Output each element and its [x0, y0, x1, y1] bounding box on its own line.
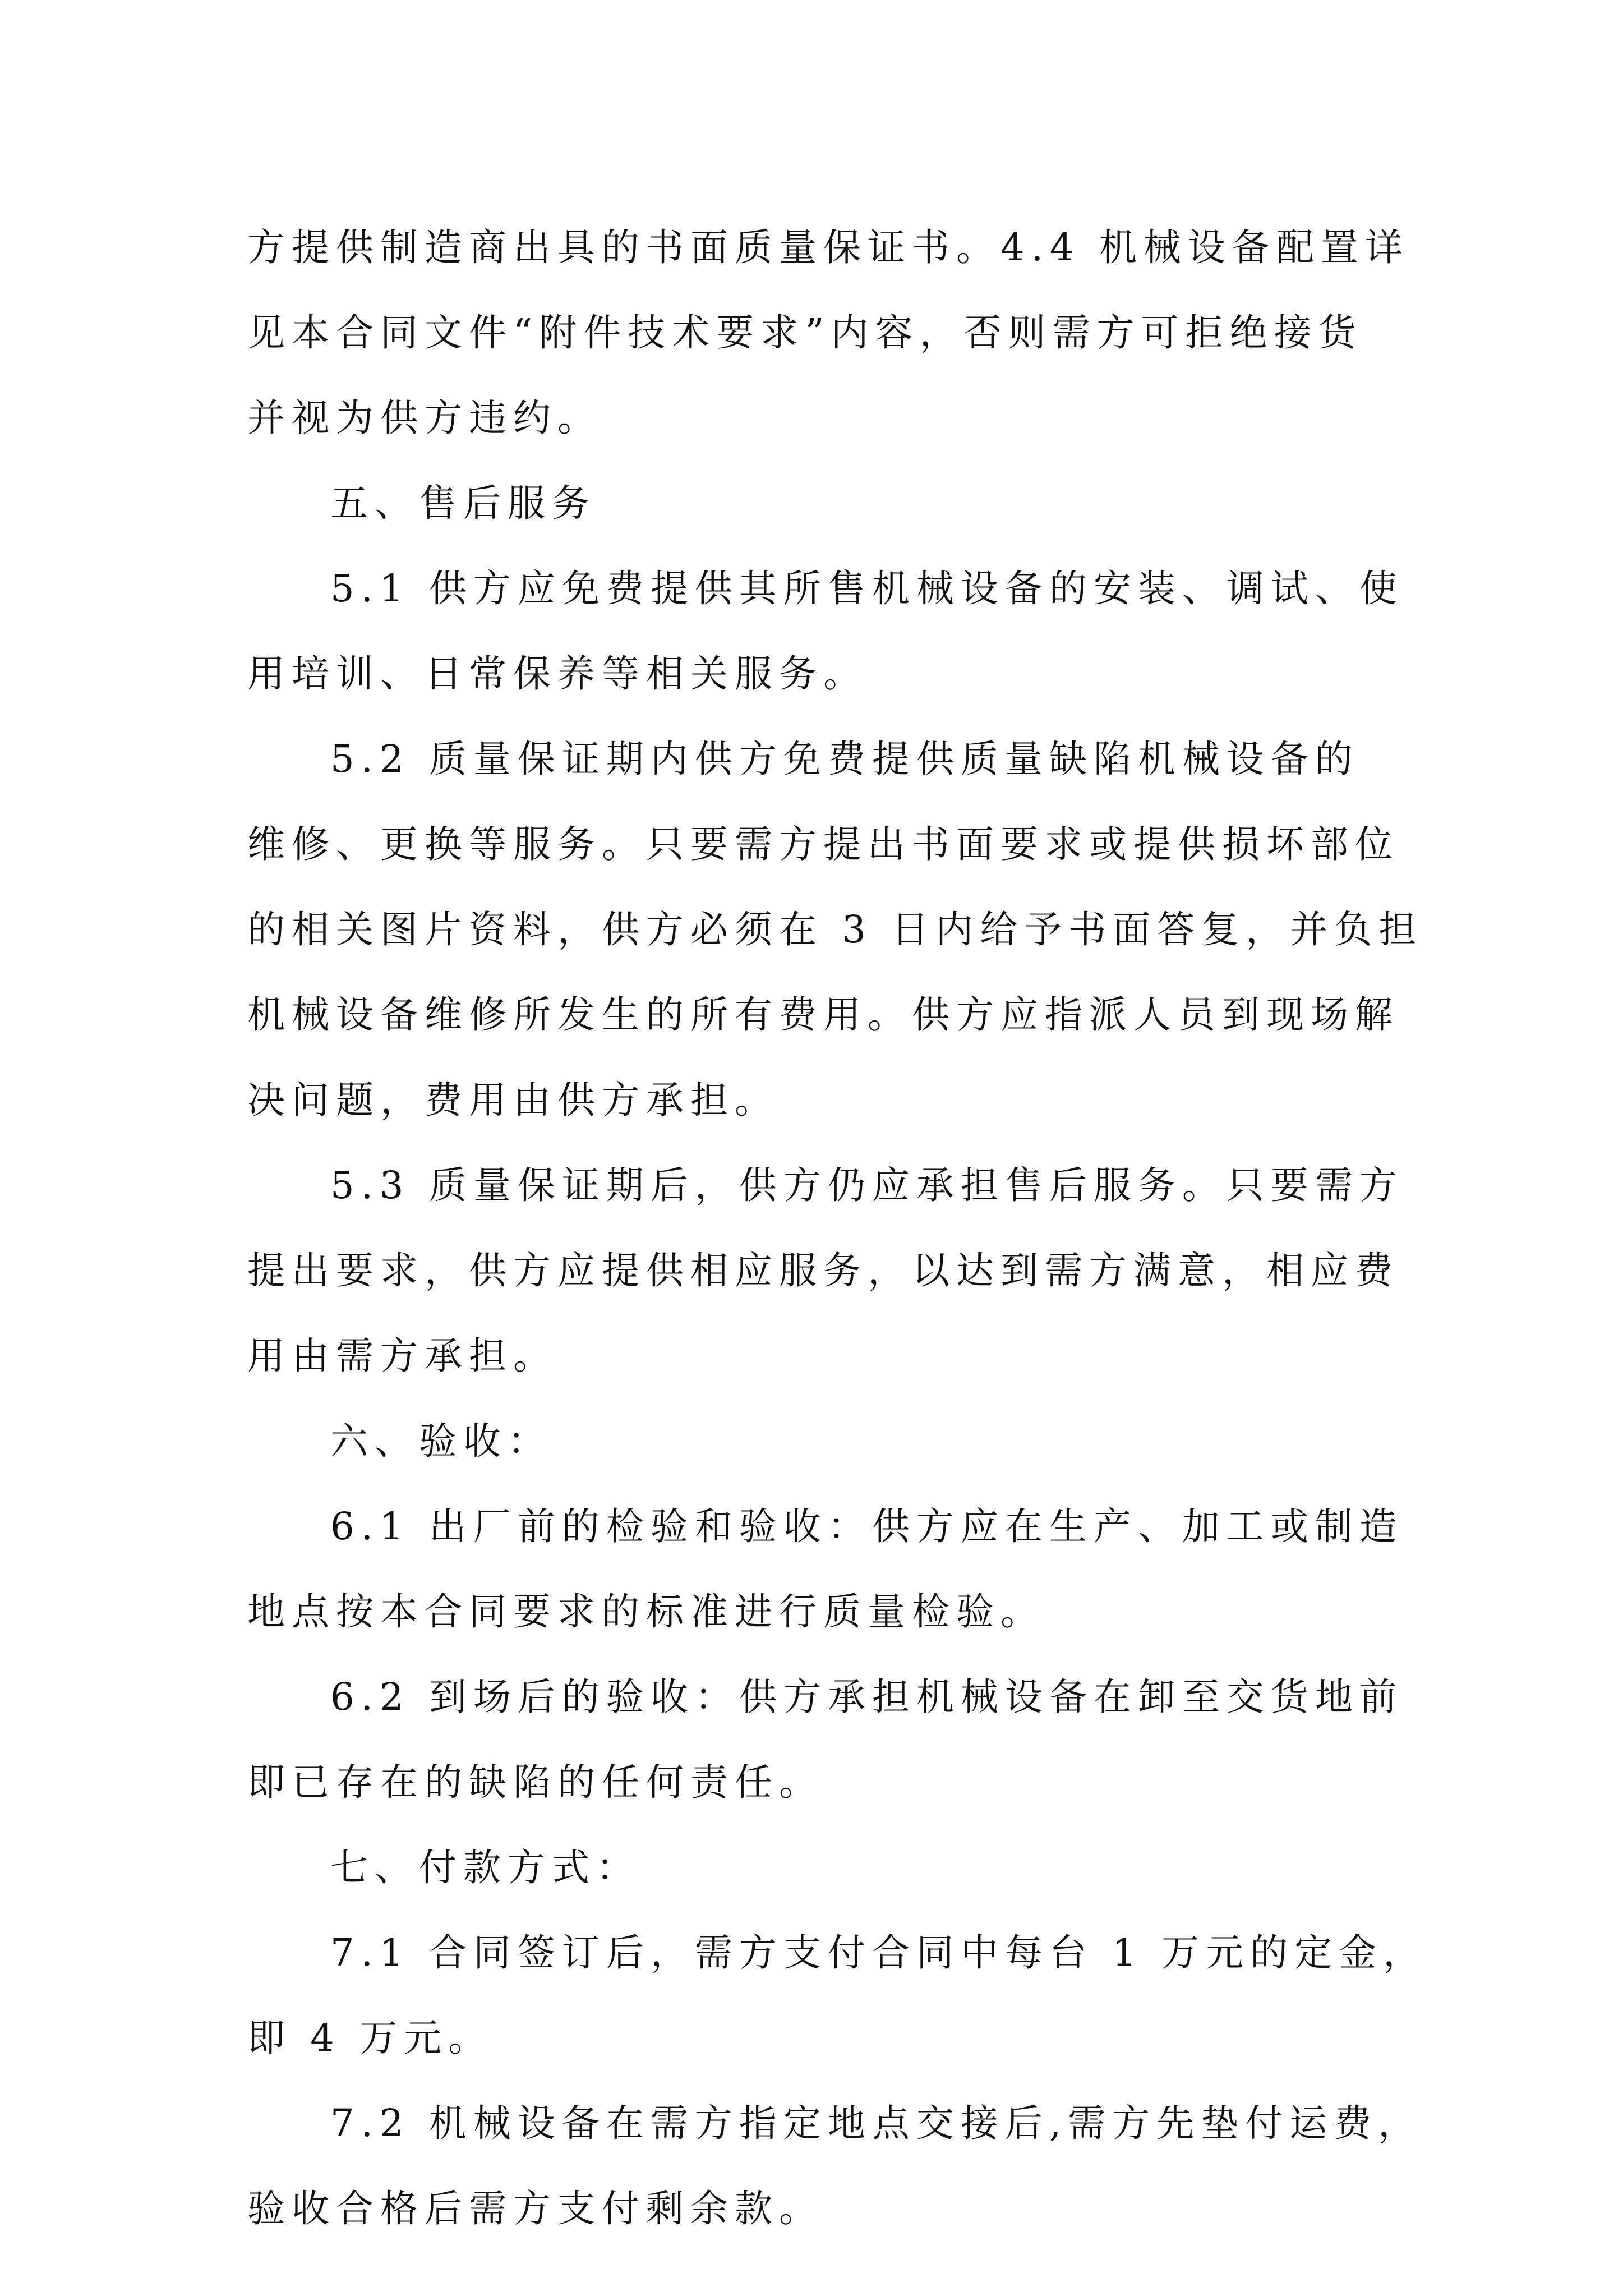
text-line: 维修、更换等服务。只要需方提出书面要求或提供损坏部位	[247, 822, 1399, 866]
text-line: 方提供制造商出具的书面质量保证书。4.4 机械设备配置详	[247, 226, 1409, 269]
text-line: 即 4 万元。	[247, 2016, 493, 2060]
text-line: 验收合格后需方支付剩余款。	[247, 2187, 823, 2230]
text-line: 用由需方承担。	[247, 1334, 557, 1378]
section-heading-after-sales: 五、售后服务	[330, 481, 596, 525]
clause-6-2: 6.2 到场后的验收：供方承担机械设备在卸至交货地前	[330, 1675, 1404, 1719]
clause-5-3: 5.3 质量保证期后，供方仍应承担售后服务。只要需方	[330, 1163, 1404, 1207]
clause-6-1: 6.1 出厂前的检验和验收：供方应在生产、加工或制造	[330, 1504, 1404, 1548]
text-line: 地点按本合同要求的标准进行质量检验。	[247, 1590, 1045, 1634]
clause-5-1: 5.1 供方应免费提供其所售机械设备的安装、调试、使	[330, 567, 1404, 610]
text-line: 并视为供方违约。	[247, 396, 602, 440]
text-line: 提出要求，供方应提供相应服务，以达到需方满意，相应费	[247, 1249, 1399, 1292]
text-line: 决问题，费用由供方承担。	[247, 1078, 779, 1122]
clause-5-2: 5.2 质量保证期内供方免费提供质量缺陷机械设备的	[330, 737, 1359, 781]
text-line: 即已存在的缺陷的任何责任。	[247, 1760, 823, 1804]
text-line: 机械设备维修所发生的所有费用。供方应指派人员到现场解	[247, 993, 1399, 1037]
text-line: 的相关图片资料，供方必须在 3 日内给予书面答复，并负担	[247, 908, 1423, 951]
clause-7-1: 7.1 合同签订后，需方支付合同中每台 1 万元的定金，	[330, 1931, 1428, 1975]
document-body	[247, 205, 1428, 2251]
text-line: 见本合同文件“附件技术要求”内容，否则需方可拒绝接货	[247, 311, 1363, 355]
section-heading-payment: 七、付款方式：	[330, 1846, 640, 1889]
text-line: 用培训、日常保养等相关服务。	[247, 652, 868, 696]
clause-7-2: 7.2 机械设备在需方指定地点交接后,需方先垫付运费，	[330, 2101, 1423, 2145]
section-heading-acceptance: 六、验收：	[330, 1419, 552, 1463]
